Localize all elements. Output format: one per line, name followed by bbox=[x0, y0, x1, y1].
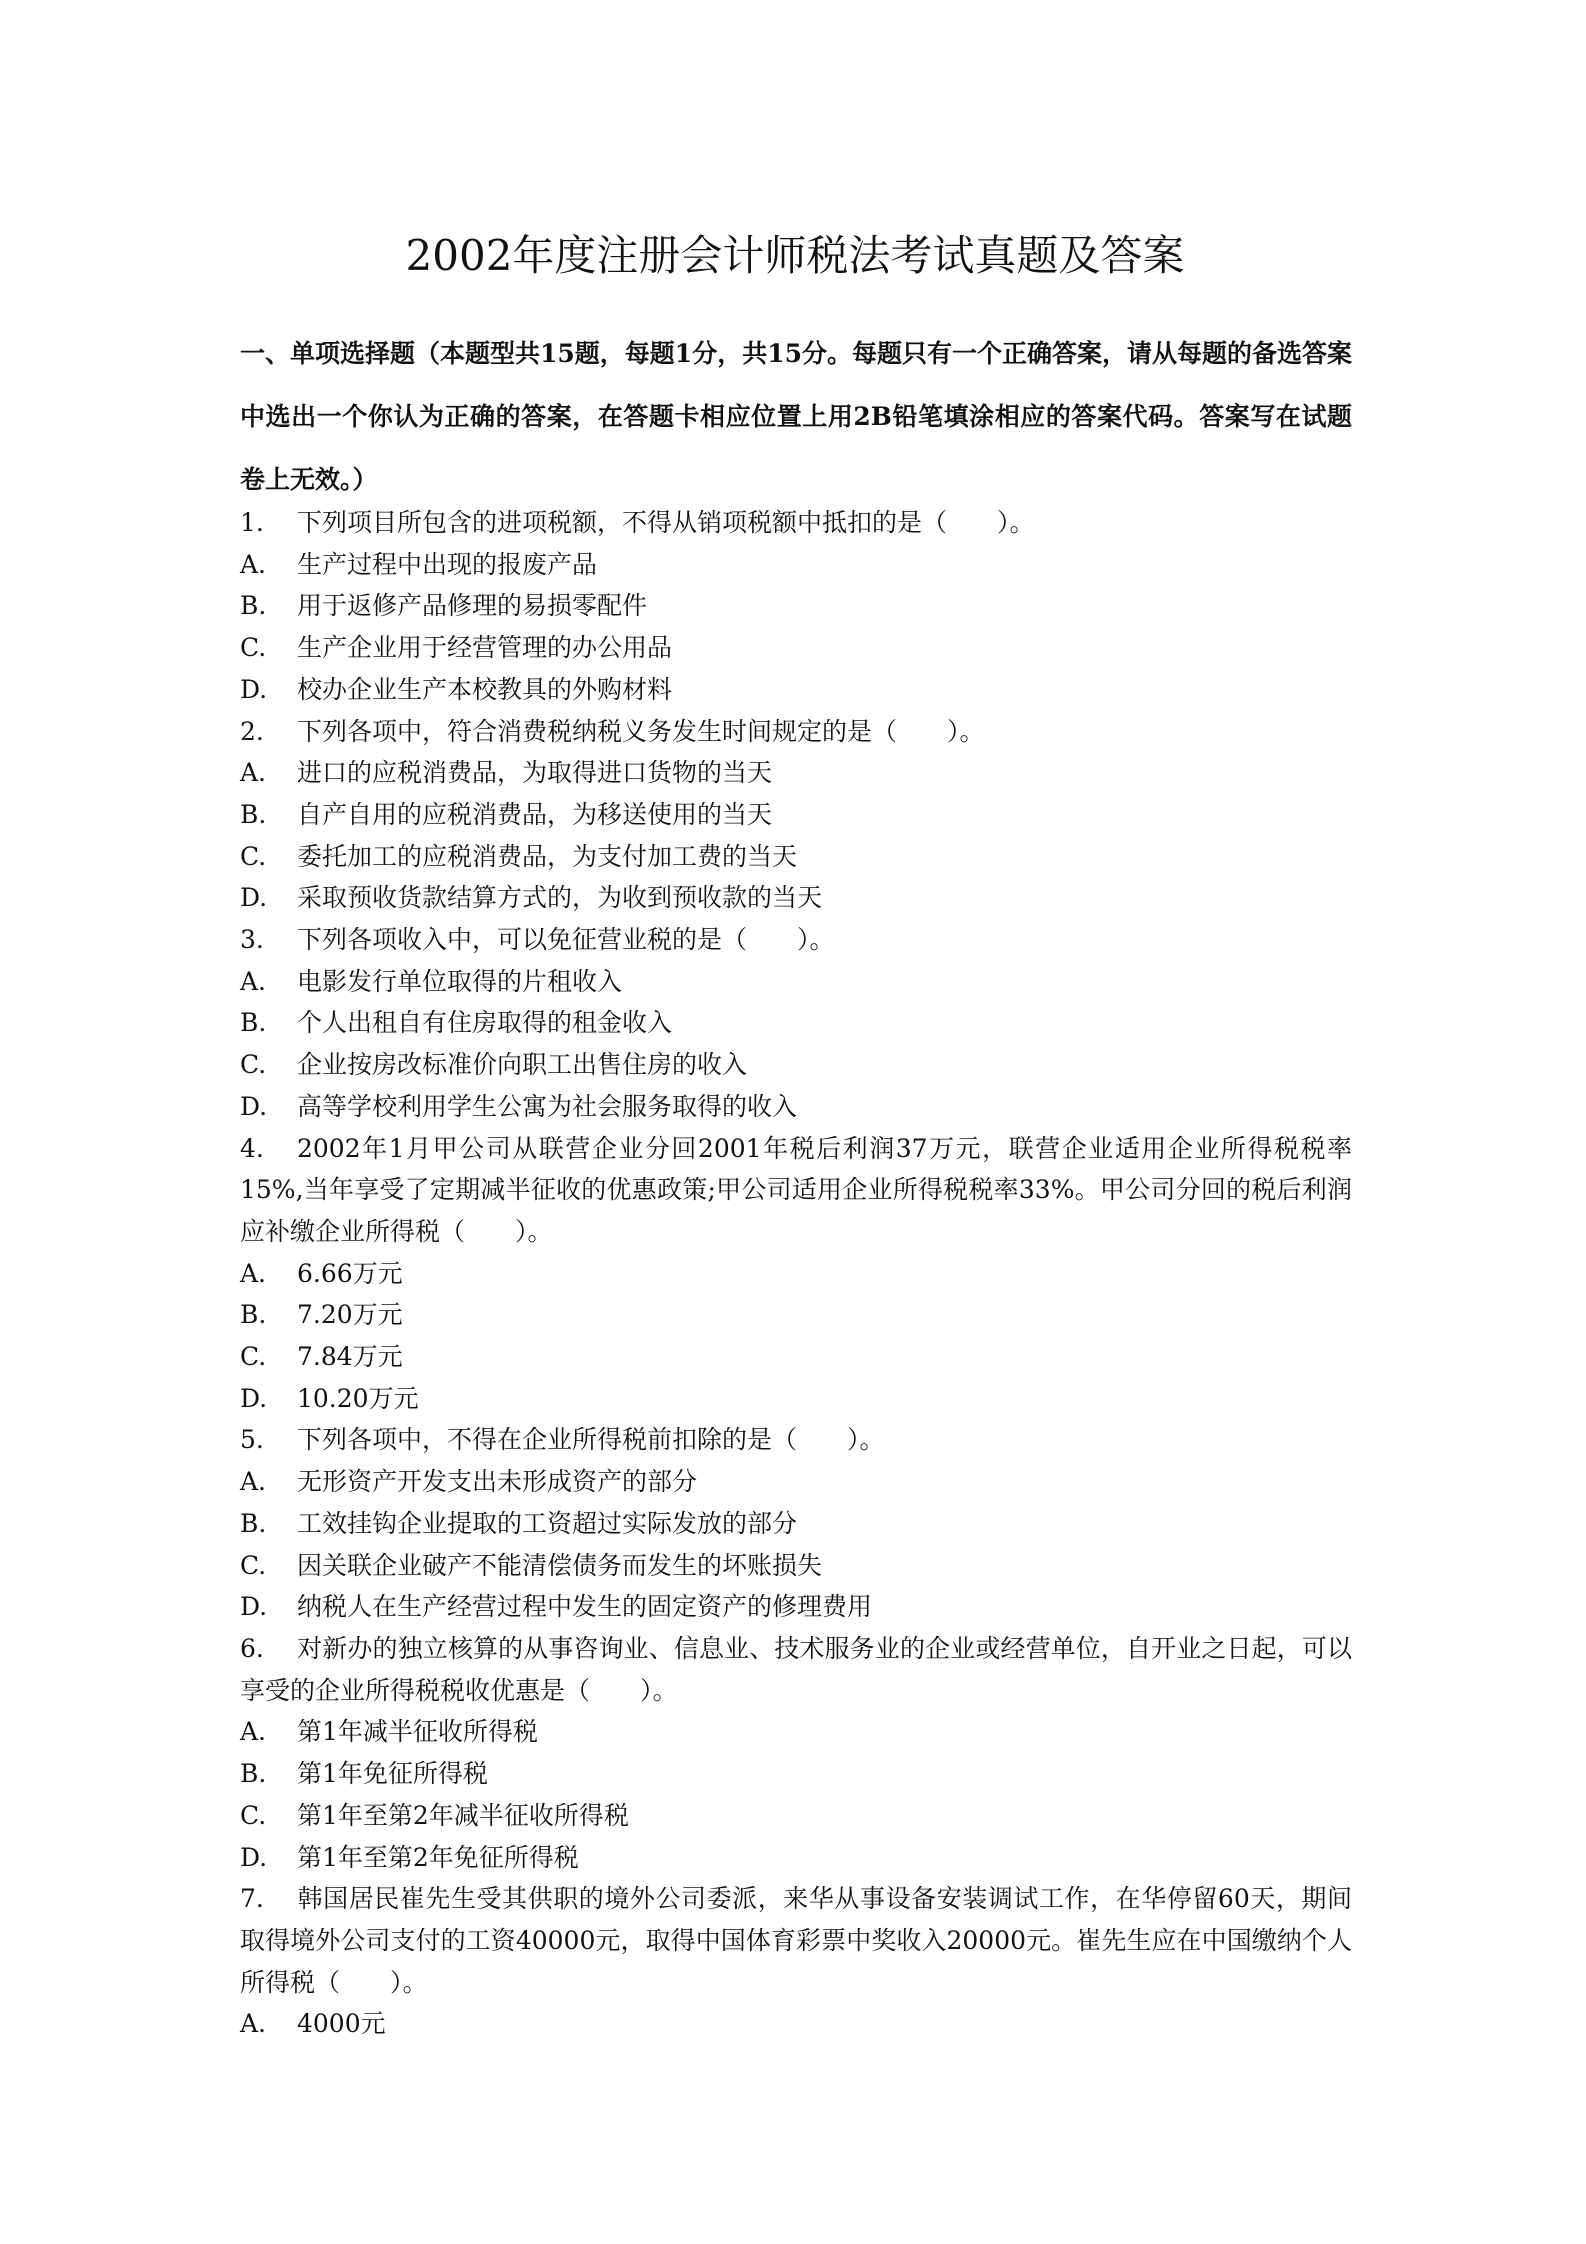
option-label: D. bbox=[240, 1842, 268, 1872]
question-number: 2. bbox=[240, 716, 264, 746]
answer-option bbox=[240, 961, 1352, 1003]
option-label: C. bbox=[240, 1342, 267, 1372]
question-text: 韩国居民崔先生受其供职的境外公司委派，来华从事设备安装调试工作，在华停留60天，期间取得境外公司支付的工资40000元，取得中国体育彩票中奖收入20000元。崔先生应在中国缴纳个人所得税（ ）。 bbox=[240, 1884, 1352, 1997]
option-text: 自产自用的应税消费品，为移送使用的当天 bbox=[297, 799, 773, 829]
answer-option bbox=[240, 1503, 1352, 1545]
option-text: 委托加工的应税消费品，为支付加工费的当天 bbox=[297, 841, 798, 871]
option-label: C. bbox=[240, 633, 267, 663]
answer-option bbox=[240, 1837, 1352, 1879]
option-label: A. bbox=[240, 966, 267, 996]
option-label: C. bbox=[240, 1050, 267, 1080]
option-label: B. bbox=[240, 1008, 267, 1038]
option-label: D. bbox=[240, 1592, 268, 1622]
option-text: 校办企业生产本校教具的外购材料 bbox=[297, 674, 673, 704]
answer-option bbox=[240, 669, 1352, 711]
option-label: D. bbox=[240, 674, 268, 704]
option-text: 4000元 bbox=[297, 2009, 386, 2039]
question-number: 3. bbox=[240, 925, 264, 955]
answer-option bbox=[240, 1086, 1352, 1128]
answer-option bbox=[240, 1711, 1352, 1753]
option-text: 7.84万元 bbox=[297, 1342, 403, 1372]
option-label: A. bbox=[240, 549, 267, 579]
answer-option bbox=[240, 1545, 1352, 1587]
answer-option bbox=[240, 2003, 1352, 2045]
answer-option bbox=[240, 1294, 1352, 1336]
option-label: B. bbox=[240, 799, 267, 829]
option-text: 电影发行单位取得的片租收入 bbox=[297, 966, 623, 996]
answer-option bbox=[240, 544, 1352, 586]
option-text: 第1年至第2年减半征收所得税 bbox=[297, 1800, 629, 1830]
option-label: B. bbox=[240, 1508, 267, 1538]
answer-option bbox=[240, 1253, 1352, 1295]
option-label: A. bbox=[240, 1258, 267, 1288]
question-stem bbox=[240, 919, 1352, 961]
answer-option bbox=[240, 1336, 1352, 1378]
option-text: 第1年减半征收所得税 bbox=[297, 1717, 538, 1747]
option-text: 10.20万元 bbox=[297, 1383, 419, 1413]
question-stem bbox=[240, 1878, 1352, 2003]
option-text: 7.20万元 bbox=[297, 1300, 403, 1330]
question-stem bbox=[240, 502, 1352, 544]
option-label: A. bbox=[240, 2009, 267, 2039]
answer-option bbox=[240, 1044, 1352, 1086]
answer-option bbox=[240, 794, 1352, 836]
option-label: C. bbox=[240, 1550, 267, 1580]
option-text: 工效挂钩企业提取的工资超过实际发放的部分 bbox=[297, 1508, 798, 1538]
question-stem bbox=[240, 1628, 1352, 1711]
option-label: A. bbox=[240, 1717, 267, 1747]
option-label: B. bbox=[240, 1759, 267, 1789]
question-text: 下列项目所包含的进项税额，不得从销项税额中抵扣的是（ ）。 bbox=[297, 508, 1035, 537]
option-text: 采取预收货款结算方式的，为收到预收款的当天 bbox=[297, 883, 823, 913]
answer-option bbox=[240, 1461, 1352, 1503]
answer-option bbox=[240, 877, 1352, 919]
option-text: 企业按房改标准价向职工出售住房的收入 bbox=[297, 1050, 748, 1080]
option-text: 纳税人在生产经营过程中发生的固定资产的修理费用 bbox=[297, 1592, 873, 1622]
option-label: D. bbox=[240, 883, 268, 913]
question-number: 7. bbox=[240, 1884, 264, 1914]
answer-option bbox=[240, 1378, 1352, 1420]
answer-option bbox=[240, 585, 1352, 627]
question-number: 4. bbox=[240, 1133, 264, 1163]
answer-option bbox=[240, 627, 1352, 669]
question-text: 2002年1月甲公司从联营企业分回2001年税后利润37万元，联营企业适用企业所得税税率15%,当年享受了定期减半征收的优惠政策;甲公司适用企业所得税税率33%。甲公司分回的税后利润应补缴企业所得税（ ）。 bbox=[240, 1133, 1352, 1246]
option-label: B. bbox=[240, 1300, 267, 1330]
question-text: 下列各项中，不得在企业所得税前扣除的是（ ）。 bbox=[297, 1425, 885, 1455]
option-text: 生产企业用于经营管理的办公用品 bbox=[297, 633, 673, 663]
option-label: B. bbox=[240, 591, 267, 621]
option-label: C. bbox=[240, 1800, 267, 1830]
question-number: 5. bbox=[240, 1425, 264, 1455]
option-text: 因关联企业破产不能清偿债务而发生的坏账损失 bbox=[297, 1550, 823, 1580]
answer-option bbox=[240, 752, 1352, 794]
answer-option bbox=[240, 1795, 1352, 1837]
option-text: 第1年至第2年免征所得税 bbox=[297, 1842, 579, 1872]
answer-option bbox=[240, 1002, 1352, 1044]
question-stem bbox=[240, 1128, 1352, 1253]
question-number: 6. bbox=[240, 1633, 264, 1663]
question-list bbox=[240, 502, 1352, 2045]
question-text: 下列各项中，符合消费税纳税义务发生时间规定的是（ ）。 bbox=[297, 716, 985, 746]
option-label: D. bbox=[240, 1091, 268, 1121]
section-heading: 一、单项选择题（本题型共15题，每题1分，共15分。每题只有一个正确答案，请从每题的备选答案中选出一个你认为正确的答案，在答题卡相应位置上用2B铅笔填涂相应的答案代码。答案写在试题卷上无效。） bbox=[240, 339, 1352, 494]
question-number: 1. bbox=[240, 508, 264, 537]
question-text: 对新办的独立核算的从事咨询业、信息业、技术服务业的企业或经营单位，自开业之日起，可以享受的企业所得税税收优惠是（ ）。 bbox=[240, 1633, 1352, 1705]
option-label: A. bbox=[240, 1467, 267, 1497]
option-text: 6.66万元 bbox=[297, 1258, 403, 1288]
option-text: 无形资产开发支出未形成资产的部分 bbox=[297, 1467, 698, 1497]
answer-option bbox=[240, 836, 1352, 878]
question-stem bbox=[240, 711, 1352, 753]
option-text: 个人出租自有住房取得的租金收入 bbox=[297, 1008, 673, 1038]
option-label: A. bbox=[240, 758, 267, 788]
answer-option bbox=[240, 1586, 1352, 1628]
option-text: 生产过程中出现的报废产品 bbox=[297, 549, 598, 579]
option-label: D. bbox=[240, 1383, 268, 1413]
question-stem bbox=[240, 1419, 1352, 1461]
option-text: 高等学校利用学生公寓为社会服务取得的收入 bbox=[297, 1091, 798, 1121]
question-text: 下列各项收入中，可以免征营业税的是（ ）。 bbox=[297, 925, 835, 955]
option-label: C. bbox=[240, 841, 267, 871]
option-text: 用于返修产品修理的易损零配件 bbox=[297, 591, 648, 621]
option-text: 第1年免征所得税 bbox=[297, 1759, 488, 1789]
answer-option bbox=[240, 1753, 1352, 1795]
document-title: 2002年度注册会计师税法考试真题及答案 bbox=[405, 231, 1185, 280]
option-text: 进口的应税消费品，为取得进口货物的当天 bbox=[297, 758, 773, 788]
